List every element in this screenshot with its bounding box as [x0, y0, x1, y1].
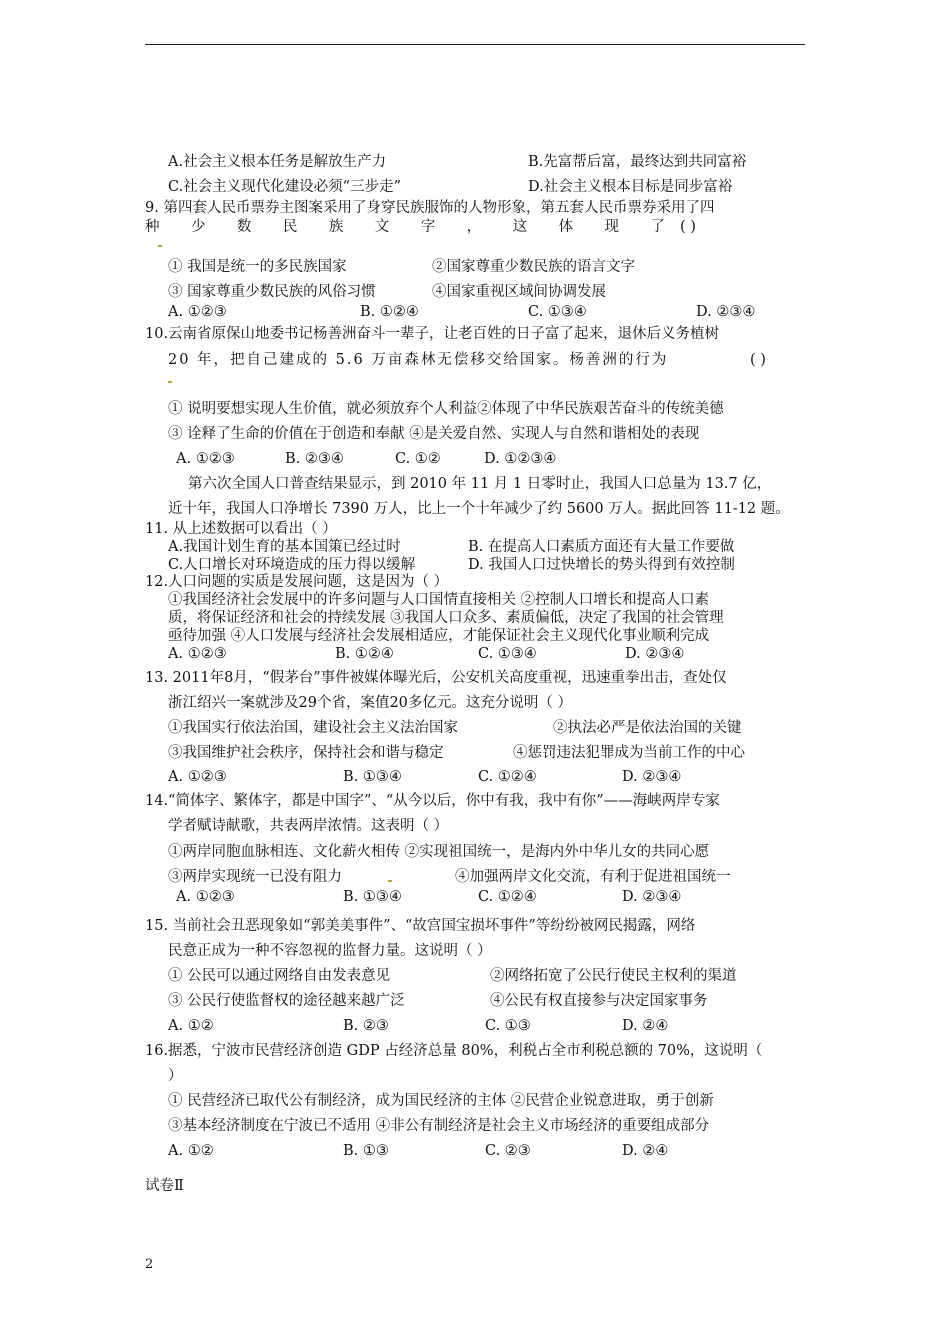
q16-stem-line2: ） — [168, 1068, 183, 1084]
q9-item-2: ②国家尊重少数民族的语言文字 — [432, 259, 635, 275]
q16-item-line1: ① 民营经济已取代公有制经济，成为国民经济的主体 ②民营企业锐意进取，勇于创新 — [168, 1093, 714, 1109]
q13-item-1: ①我国实行依法治国，建设社会主义法治国家 — [168, 720, 458, 736]
q16-item-line2: ③基本经济制度在宁波已不适用 ④非公有制经济是社会主义市场经济的重要组成部分 — [168, 1118, 710, 1134]
q8-option-a: A.社会主义根本任务是解放生产力 — [168, 154, 387, 170]
q14-item-4: ④加强两岸文化交流，有利于促进祖国统一 — [455, 869, 731, 885]
q14-stem-line1: 14.“简体字、繁体字，都是中国字”、“从今以后，你中有我，我中有你”——海峡两岸专家 — [145, 793, 720, 809]
q12-stem: 12.人口问题的实质是发展问题，这是因为（ ） — [145, 574, 449, 590]
q9-word: 数 — [236, 219, 252, 235]
q15-option-d: D. ②④ — [622, 1018, 669, 1034]
q10-option-d: D. ①②③④ — [484, 451, 557, 467]
q14-stem-line2: 学者赋诗献歌，共表两岸浓情。这表明（ ） — [168, 818, 449, 834]
q9-answer-paren: ( ) — [680, 219, 696, 235]
q9-option-c: C. ①③④ — [528, 304, 587, 320]
q15-item-1: ① 公民可以通过网络自由发表意见 — [168, 968, 391, 984]
q9-word: 字 — [420, 219, 436, 235]
q13-item-4: ④惩罚违法犯罪成为当前工作的中心 — [513, 745, 745, 761]
q15-item-4: ④公民有权直接参与决定国家事务 — [490, 993, 708, 1009]
q11-option-b: B. 在提高人口素质方面还有大量工作要做 — [468, 539, 735, 555]
edit-mark — [168, 381, 172, 383]
q10-stem-line2: 20 年，把自己建成的 5.6 万亩森林无偿移交给国家。杨善洲的行为 — [168, 352, 669, 368]
q11-stem: 11. 从上述数据可以看出（ ） — [145, 521, 337, 537]
q13-option-d: D. ②③④ — [622, 769, 682, 785]
q13-option-b: B. ①③④ — [343, 769, 402, 785]
q13-option-c: C. ①②④ — [478, 769, 537, 785]
q9-item-1: ① 我国是统一的多民族国家 — [168, 259, 347, 275]
q14-option-c: C. ①②④ — [478, 889, 537, 905]
q16-option-d: D. ②④ — [622, 1143, 669, 1159]
q10-stem-line1: 10.云南省原保山地委书记杨善洲奋斗一辈子，让老百姓的日子富了起来，退休后义务植树 — [145, 326, 720, 342]
edit-mark — [388, 880, 392, 882]
q9-word: 体 — [558, 219, 574, 235]
q11-option-a: A.我国计划生育的基本国策已经过时 — [168, 539, 401, 555]
q15-item-3: ③ 公民行使监督权的途径越来越广泛 — [168, 993, 405, 1009]
q16-stem-line1: 16.据悉，宁波市民营经济创造 GDP 占经济总量 80%，利税占全市利税总额的 70%，这说明（ — [145, 1043, 763, 1059]
q14-item-3: ③两岸实现统一已没有阻力 — [168, 869, 342, 885]
q15-item-2: ②网络拓宽了公民行使民主权利的渠道 — [490, 968, 737, 984]
section-heading: 试卷Ⅱ — [145, 1178, 184, 1194]
q15-option-a: A. ①② — [168, 1018, 214, 1034]
q12-option-d: D. ②③④ — [625, 646, 685, 662]
q14-option-a: A. ①②③ — [176, 889, 235, 905]
q13-stem-line2: 浙江绍兴一案就涉及29个省，案值20多亿元。这充分说明（ ） — [168, 695, 573, 711]
q9-item-3: ③ 国家尊重少数民族的风俗习惯 — [168, 284, 376, 300]
q9-item-4: ④国家重视区域间协调发展 — [432, 284, 606, 300]
q13-option-a: A. ①②③ — [168, 769, 227, 785]
q8-option-b: B.先富帮后富，最终达到共同富裕 — [528, 154, 747, 170]
q9-word: ， — [466, 219, 482, 235]
q10-option-c: C. ①② — [395, 451, 441, 467]
q12-option-a: A. ①②③ — [168, 646, 227, 662]
q9-option-b: B. ①②④ — [360, 304, 419, 320]
q16-option-c: C. ②③ — [485, 1143, 531, 1159]
q10-item-3-4: ③ 诠释了生命的价值在于创造和奉献 ④是关爱自然、实现人与自然和谐相处的表现 — [168, 426, 700, 442]
q9-option-d: D. ②③④ — [696, 304, 756, 320]
q16-option-b: B. ①③ — [343, 1143, 389, 1159]
q12-item-line3: 亟待加强 ④人口发展与经济社会发展相适应，才能保证社会主义现代化事业顺利完成 — [168, 628, 710, 644]
edit-mark — [158, 245, 162, 247]
q14-option-b: B. ①③④ — [343, 889, 402, 905]
q9-word: 文 — [374, 219, 390, 235]
passage-line1: 第六次全国人口普查结果显示，到 2010 年 11 月 1 日零时止，我国人口总量为 13.7 亿， — [188, 476, 772, 492]
q15-option-c: C. ①③ — [485, 1018, 531, 1034]
q13-item-2: ②执法必严是依法治国的关键 — [553, 720, 742, 736]
q11-option-d: D. 我国人口过快增长的势头得到有效控制 — [468, 557, 735, 573]
q8-option-c: C.社会主义现代化建设必须“三步走” — [168, 179, 402, 195]
q9-word: 种 — [145, 219, 160, 235]
q11-option-c: C.人口增长对环境造成的压力得以缓解 — [168, 557, 416, 573]
q14-option-d: D. ②③④ — [622, 889, 682, 905]
q10-option-a: A. ①②③ — [176, 451, 235, 467]
q9-stem-line1: 9. 第四套人民币票券主图案采用了身穿民族服饰的人物形象，第五套人民币票券采用了四 — [145, 200, 715, 216]
passage-line2: 近十年，我国人口净增长 7390 万人，比上一个十年减少了约 5600 万人。据此回答 11-12 题。 — [168, 501, 790, 517]
q9-word: 这 — [512, 219, 528, 235]
q15-stem-line2: 民意正成为一种不容忽视的监督力量。这说明（ ） — [168, 943, 492, 959]
q12-item-line1: ①我国经济社会发展中的许多问题与人口国情直接相关 ②控制人口增长和提高人口素 — [168, 592, 710, 608]
q13-stem-line1: 13. 2011年8月，“假茅台”事件被媒体曝光后，公安机关高度重视，迅速重拳出击，查处仅 — [145, 670, 727, 686]
page-number: 2 — [145, 1257, 154, 1272]
q12-option-c: C. ①③④ — [478, 646, 537, 662]
q10-option-b: B. ②③④ — [285, 451, 344, 467]
q9-word: 民 — [282, 219, 298, 235]
q15-option-b: B. ②③ — [343, 1018, 389, 1034]
q13-item-3: ③我国维护社会秩序，保持社会和谐与稳定 — [168, 745, 444, 761]
header-rule — [145, 44, 805, 45]
q15-stem-line1: 15. 当前社会丑恶现象如“郭美美事件”、“故宫国宝损坏事件”等纷纷被网民揭露，网络 — [145, 918, 696, 934]
q9-word: 现 — [604, 219, 620, 235]
q9-option-a: A. ①②③ — [168, 304, 227, 320]
q9-word: 族 — [328, 219, 344, 235]
q9-stem-line2 — [145, 218, 665, 236]
q10-item-1-2: ① 说明要想实现人生价值，就必须放弃个人利益②体现了中华民族艰苦奋斗的传统美德 — [168, 401, 724, 417]
q9-word: 少 — [190, 219, 206, 235]
q9-word: 了 — [650, 219, 665, 235]
q12-option-b: B. ①②④ — [335, 646, 394, 662]
q16-option-a: A. ①② — [168, 1143, 214, 1159]
q14-item-1-2: ①两岸同胞血脉相连、文化薪火相传 ②实现祖国统一，是海内外中华儿女的共同心愿 — [168, 844, 710, 860]
q12-item-line2: 质，将保证经济和社会的持续发展 ③我国人口众多、素质偏低，决定了我国的社会管理 — [168, 610, 724, 626]
q10-answer-paren: ( ) — [750, 352, 766, 368]
q8-option-d: D.社会主义根本目标是同步富裕 — [528, 179, 733, 195]
